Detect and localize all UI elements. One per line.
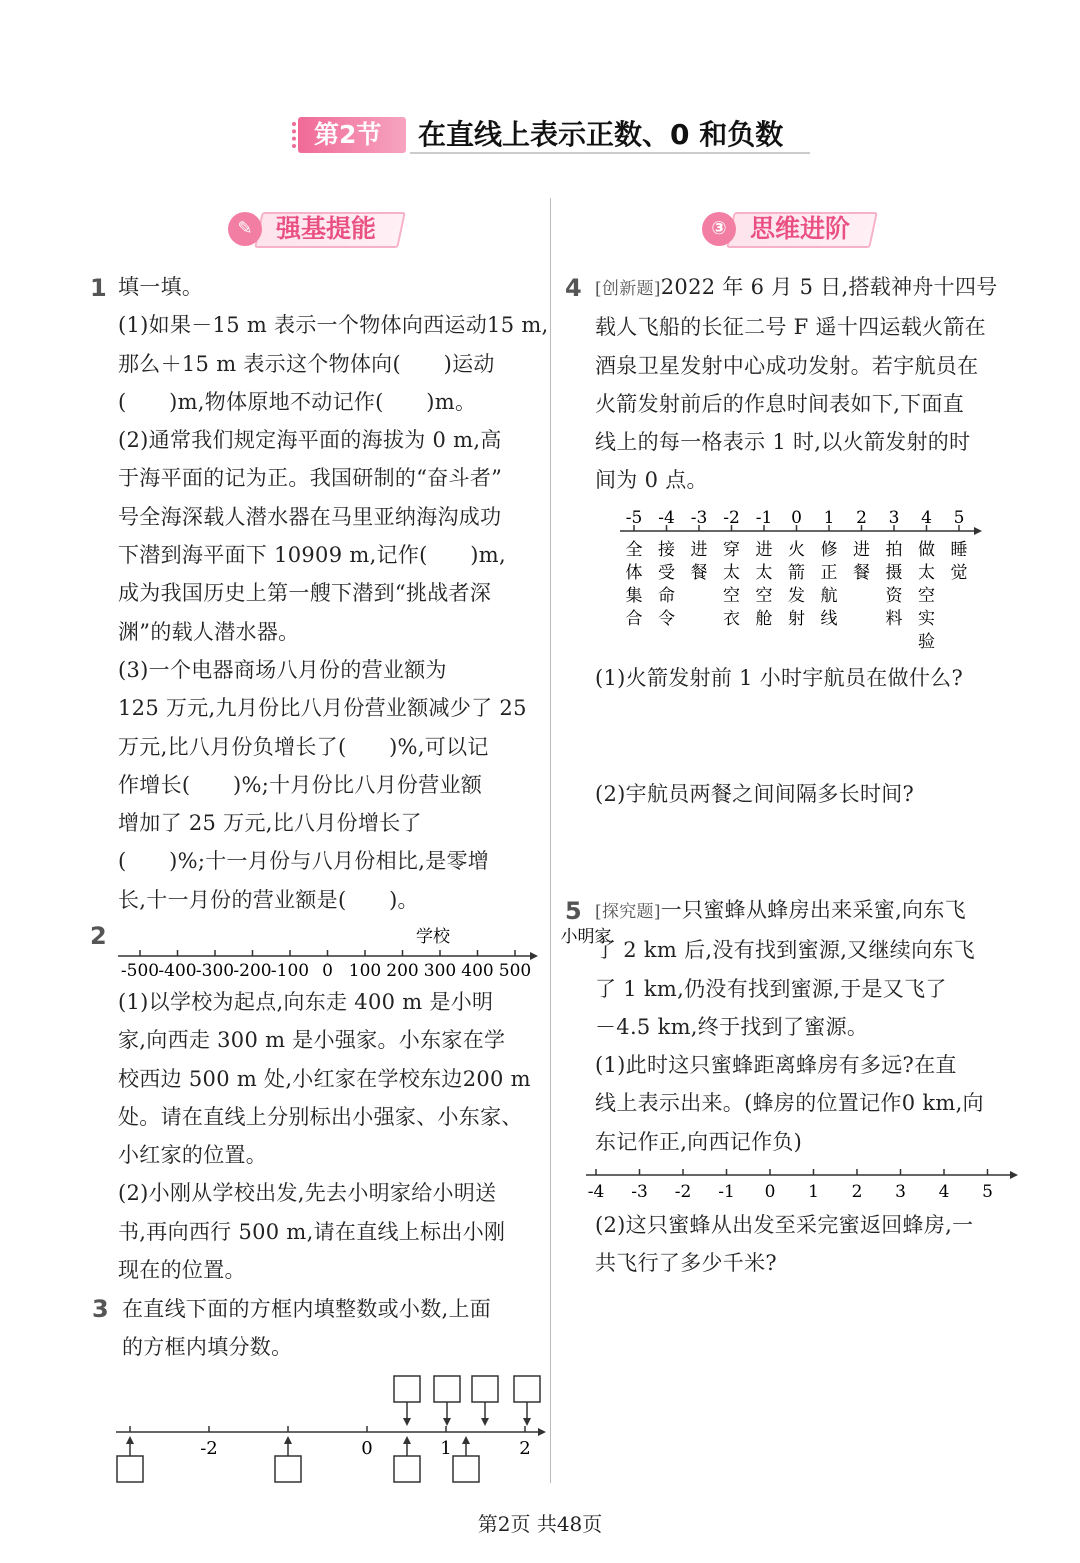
tick-label: -1: [755, 508, 773, 528]
activity-char: 太: [723, 563, 740, 583]
tick-label: 4: [921, 508, 932, 528]
activity-char: 拍: [885, 540, 903, 560]
pencil-icon: ✎: [228, 212, 262, 246]
activity-char: 睡: [950, 540, 968, 560]
text-line: －4.5 km,终于找到了蜜源。: [595, 1014, 869, 1039]
activity-char: 觉: [950, 563, 968, 583]
tick-label: -200: [233, 961, 272, 981]
activity-char: 验: [918, 632, 935, 652]
text-line: 号全海深载人潜水器在马里亚纳海沟成功: [118, 504, 502, 529]
tick-label: -500: [120, 961, 160, 981]
number-line-q3: [108, 1370, 548, 1490]
activity-char: 舱: [755, 609, 773, 629]
answer-box: [394, 1456, 420, 1482]
activity-char: 集: [625, 586, 643, 606]
tick-label: 100: [348, 961, 382, 981]
tick-label: -3: [631, 1182, 648, 1202]
text-line: 了 1 km,仍没有找到蜜源,于是又飞了: [595, 976, 947, 1001]
activity-char: 空: [723, 586, 740, 606]
question-tag: [创新题]: [595, 279, 661, 299]
tick-label: 3: [895, 1182, 906, 1202]
activity-char: 空: [755, 586, 773, 606]
activity-char: 火: [788, 540, 805, 560]
activity-char: 餐: [853, 563, 870, 583]
activity-char: 令: [658, 609, 675, 629]
tick-label: 5: [982, 1182, 993, 1202]
tick-label: 2: [519, 1438, 531, 1459]
activity-char: 体: [625, 563, 643, 583]
medal-icon: ③: [702, 212, 736, 246]
text-line: 载人飞船的长征二号 F 遥十四运载火箭在: [595, 315, 986, 340]
text-line: (1)此时这只蜜蜂距离蜂房有多远?在直: [595, 1053, 957, 1078]
tick-label: 4: [938, 1182, 950, 1202]
tick-label: 5: [953, 508, 965, 528]
text-line: (3)一个电器商场八月份的营业额为: [118, 657, 447, 682]
activity-char: 衣: [723, 609, 740, 629]
text-line: 作增长( )%;十月份比八月份营业额: [118, 772, 483, 797]
tick-label: 0: [322, 961, 333, 981]
page-title: 在直线上表示正数、0 和负数: [418, 118, 784, 151]
text-line: 2022 年 6 月 5 日,搭载神舟十四号: [660, 275, 998, 299]
activity-char: 餐: [690, 563, 708, 583]
text-line: 在直线下面的方框内填整数或小数,上面: [122, 1297, 492, 1321]
activity-char: 摄: [885, 563, 903, 583]
text-line: 火箭发射前后的作息时间表如下,下面直: [595, 391, 965, 416]
question-number: 4: [565, 274, 582, 302]
question-5-text: [595, 891, 1015, 1161]
activity-char: 射: [788, 609, 805, 629]
text-line: (1)以学校为起点,向东走 400 m 是小明: [118, 990, 494, 1014]
answer-box: [394, 1376, 420, 1402]
activity-char: 接: [658, 540, 675, 560]
activity-char: 空: [918, 586, 935, 606]
text-line: 间为 0 点。: [595, 468, 708, 493]
tick-label: 1: [808, 1182, 819, 1202]
question-number: 2: [90, 922, 107, 950]
text-line: 线上的每一格表示 1 时,以火箭发射的时: [595, 430, 971, 455]
activity-char: 进: [853, 540, 870, 560]
text-line: 下潜到海平面下 10909 m,记作( )m,: [118, 543, 506, 568]
page-footer: 第2页 共48页: [477, 1512, 603, 1536]
answer-box: [434, 1376, 460, 1402]
tick-label: 0: [791, 508, 802, 528]
activity-char: 航: [820, 586, 838, 606]
text-line: (2)小刚从学校出发,先去小明家给小明送: [118, 1181, 497, 1206]
tick-label: 0: [361, 1438, 373, 1459]
activity-char: 受: [658, 563, 675, 583]
question-number: 1: [90, 274, 107, 302]
text-line: 酒泉卫星发射中心成功发射。若宇航员在: [595, 353, 979, 378]
tick-label: -4: [587, 1182, 605, 1202]
title-underline: [410, 152, 810, 154]
tick-label: 1: [823, 508, 835, 528]
question-1: [118, 268, 549, 919]
activity-char: 太: [918, 563, 935, 583]
tick-label: -2: [723, 508, 740, 528]
question-4-sub2: (2)宇航员两餐之间间隔多长时间?: [595, 782, 915, 806]
tick-label: 0: [764, 1182, 776, 1202]
text-line: 了 2 km 后,没有找到蜜源,又继续向东飞: [595, 938, 975, 963]
question-4-text: [595, 268, 1015, 500]
activity-char: 发: [788, 586, 805, 606]
activity-char: 线: [820, 609, 838, 629]
text-line: (2)这只蜜蜂从出发至采完蜜返回蜂房,一: [595, 1213, 974, 1237]
tick-label: 400: [461, 961, 494, 981]
label-xiaoming-home: 小明家: [560, 927, 612, 947]
activity-char: 太: [755, 563, 773, 583]
right-section-badge: 思维进阶: [750, 214, 851, 243]
tick-label: 2: [856, 508, 867, 528]
text-line: ( )%;十一月份与八月份相比,是零增: [118, 849, 490, 874]
activity-char: 合: [625, 609, 643, 629]
tick-label: -300: [195, 961, 235, 981]
tick-label: -2: [674, 1182, 692, 1202]
question-number: 5: [565, 897, 582, 925]
tick-label: -100: [270, 961, 310, 981]
activity-char: 实: [918, 609, 935, 629]
tick-label: 300: [423, 961, 457, 981]
text-line: 家,向西走 300 m 是小强家。小东家在学: [118, 1028, 506, 1053]
text-line: 共飞行了多少千米?: [595, 1251, 777, 1276]
left-section-badge: 强基提能: [276, 214, 377, 243]
tick-label: -5: [625, 508, 643, 528]
activity-char: 全: [625, 540, 643, 560]
tick-label: -400: [158, 961, 197, 981]
activity-char: 资: [885, 586, 903, 606]
activity-char: 进: [690, 540, 708, 560]
text-line: 校西边 500 m 处,小红家在学校东边200 m: [118, 1066, 531, 1091]
text-line: 一只蜜蜂从蜂房出来采蜜,向东飞: [660, 898, 966, 922]
text-line: 长,十一月份的营业额是( )。: [118, 887, 419, 912]
text-line: 填一填。: [118, 275, 204, 299]
question-number: 3: [92, 1295, 109, 1323]
tick-label: -2: [200, 1438, 218, 1459]
text-line: 于海平面的记为正。我国研制的“奋斗者”: [118, 466, 503, 491]
question-3-text: [122, 1290, 542, 1367]
activity-char: 做: [918, 540, 935, 560]
activity-char: 正: [820, 563, 838, 583]
activity-char: 料: [885, 609, 903, 629]
text-line: 渊”的载人潜水器。: [118, 619, 300, 644]
question-4-sub1: (1)火箭发射前 1 小时宇航员在做什么?: [595, 666, 964, 690]
answer-box: [453, 1456, 479, 1482]
text-line: ( )m,物体原地不动记作( )m。: [118, 389, 477, 414]
tick-label: -3: [690, 508, 708, 528]
question-5-sub2: [595, 1206, 1015, 1283]
question-2-text: [118, 983, 538, 1289]
text-line: (1)如果－15 m 表示一个物体向西运动15 m,: [118, 313, 549, 338]
label-school: 学校: [416, 927, 450, 947]
tick-label: 200: [386, 961, 419, 981]
text-line: 线上表示出来。(蜂房的位置记作0 km,向: [595, 1091, 984, 1116]
text-line: 万元,比八月份负增长了( )%,可以记: [118, 734, 489, 759]
question-tag: [探究题]: [595, 902, 661, 922]
answer-box: [472, 1376, 498, 1402]
text-line: 现在的位置。: [118, 1258, 246, 1283]
text-line: 125 万元,九月份比八月份营业额减少了 25: [118, 696, 527, 721]
activity-char: 命: [658, 586, 675, 606]
answer-box: [275, 1456, 301, 1482]
activity-char: 穿: [723, 540, 740, 560]
text-line: 东记作正,向西记作负): [595, 1129, 803, 1154]
text-line: 书,再向西行 500 m,请在直线上标出小刚: [118, 1219, 506, 1244]
answer-box: [117, 1456, 143, 1482]
answer-box: [514, 1376, 540, 1402]
activity-char: 修: [820, 540, 838, 560]
text-line: 那么＋15 m 表示这个物体向( )运动: [118, 351, 495, 376]
text-line: 增加了 25 万元,比八月份增长了: [118, 811, 422, 836]
number-line-q5: [580, 1160, 1020, 1205]
tick-label: 1: [440, 1438, 452, 1459]
schedule-number-line: [612, 505, 992, 655]
activity-char: 箭: [788, 563, 805, 583]
text-line: 小红家的位置。: [118, 1143, 268, 1168]
tick-label: 3: [888, 508, 900, 528]
column-divider: [550, 198, 551, 1483]
text-line: 成为我国历史上第一艘下潜到“挑战者深: [118, 581, 492, 606]
activity-char: 进: [755, 540, 773, 560]
text-line: (2)通常我们规定海平面的海拔为 0 m,高: [118, 428, 502, 453]
section-tag: 第2节: [314, 120, 382, 149]
tick-label: 2: [851, 1182, 863, 1202]
number-line-q2: [108, 918, 612, 988]
text-line: 处。请在直线上分别标出小强家、小东家、: [118, 1104, 523, 1129]
tick-label: -1: [718, 1182, 735, 1202]
text-line: 的方框内填分数。: [122, 1335, 293, 1360]
tick-label: -4: [658, 508, 675, 528]
tick-label: 500: [498, 961, 532, 981]
